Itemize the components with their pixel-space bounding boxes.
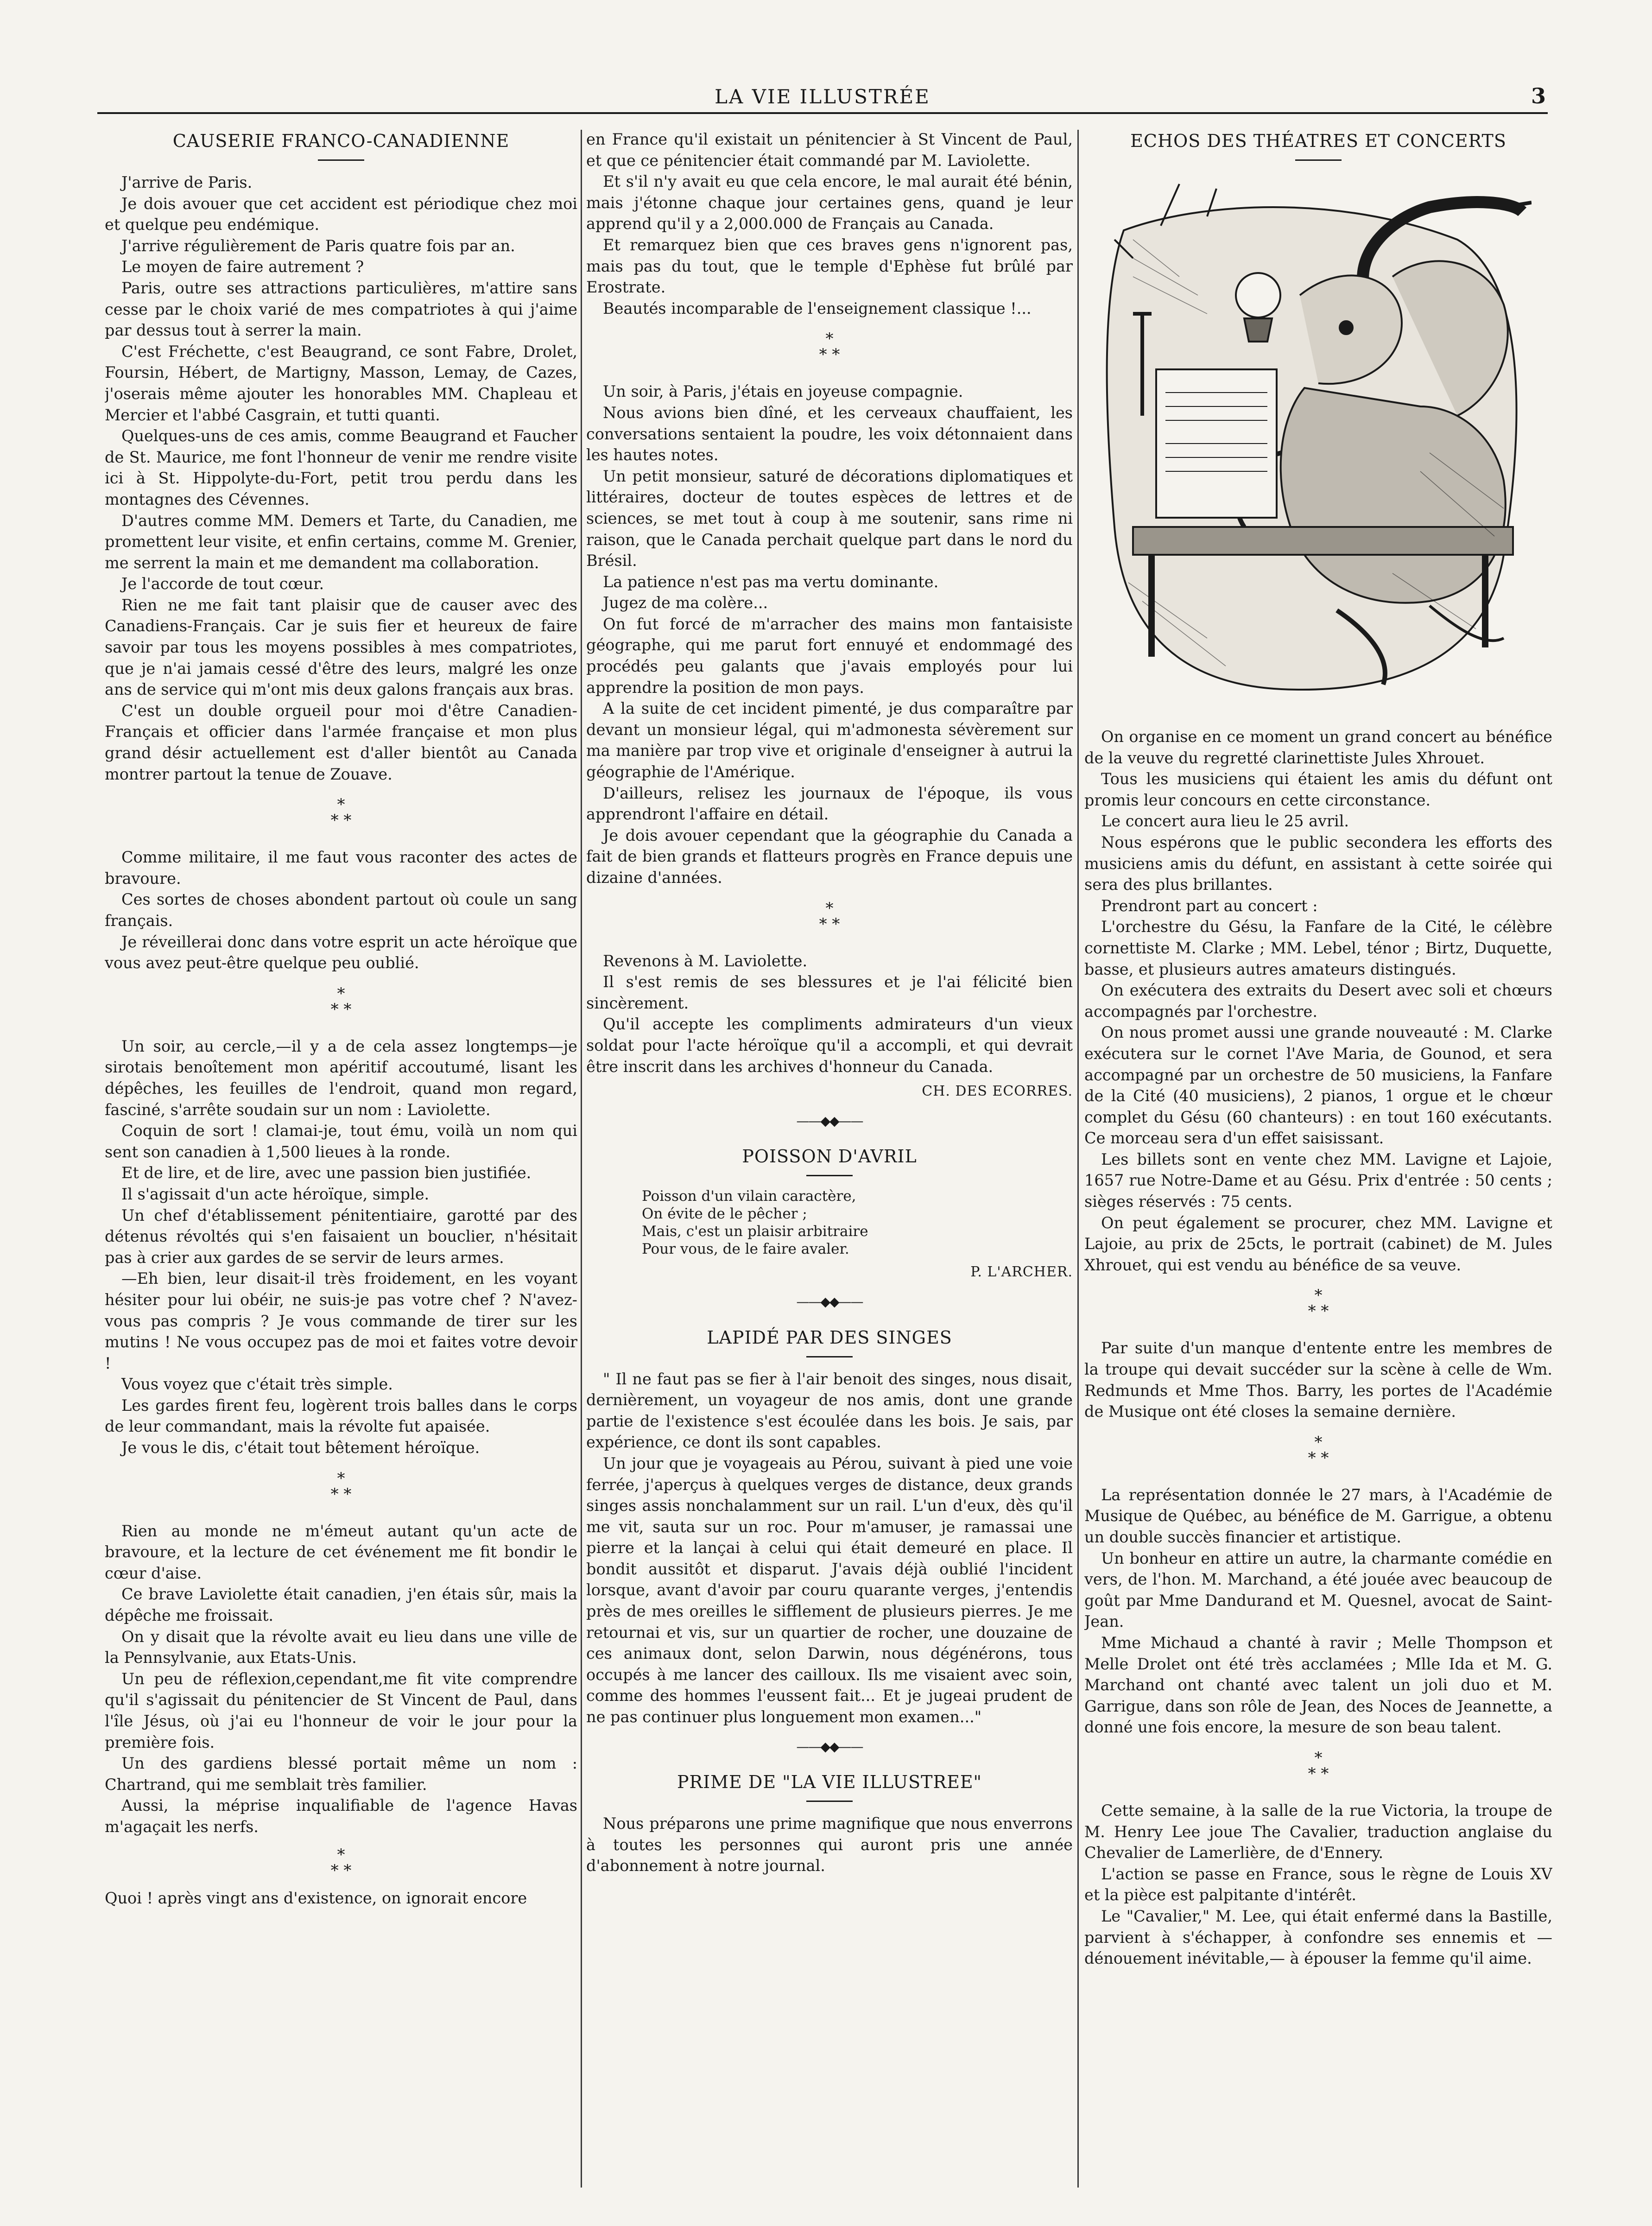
paragraph: Rien au monde ne m'émeut autant qu'un acte de bravoure, et la lecture de cet événement me fit bondir le cœur d'aise. — [105, 1522, 577, 1582]
causerie-continued-1 — [586, 129, 1073, 319]
paragraph: Un peu de réflexion,cependant,me fit vite comprendre qu'il s'agissait du pénitencier de St Vincent de Paul, dans l'île Jésus, où j'ai eu l'honneur de voir le jour pour la première fois. — [105, 1669, 577, 1751]
paragraph: Je réveillerai donc dans votre esprit un acte héroïque que vous avez peut-être quelque peu oublié. — [105, 932, 577, 972]
paragraph: Par suite d'un manque d'entente entre les membres de la troupe qui devait succéder sur la scène à celle de Wm. Redmunds et Mme Thos. Barry, les portes de l'Académie de Musique ont été closes la semaine dernière. — [1084, 1339, 1552, 1421]
poem-line: On évite de le pêcher ; — [642, 1205, 807, 1223]
asterism: * * * — [330, 984, 352, 1019]
paragraph: Un petit monsieur, saturé de décorations diplomatiques et littéraires, docteur de toutes espèces de lettres et de sciences, se met tout à coup à me soutenir, sans rime ni raison, que le Canada perchait quelque part dans le nord du Brésil. — [586, 467, 1073, 570]
paragraph: Beautés incomparable de l'enseignement classique !... — [603, 299, 1032, 317]
paragraph: L'orchestre du Gésu, la Fanfare de la Cité, le célèbre cornettiste M. Clarke ; MM. Lebel, ténor ; Birtz, Duquette, basse, et plusieurs autres amateurs distingués. — [1084, 918, 1552, 978]
paragraph: Et remarquez bien que ces braves gens n'ignorent pas, mais pas du tout, que le temple d'Ephèse fut brûlé par Erostrate. — [586, 235, 1073, 297]
causerie-body-1 — [105, 172, 577, 785]
paragraph: Et s'il n'y avait eu que cela encore, le mal aurait été bénin, mais j'étonne chaque jour certaines gens, quand je leur apprend qu'il y a 2,000.000 de Français au Canada. — [586, 172, 1073, 233]
paragraph: Nous espérons que le public secondera les efforts des musiciens amis du défunt, en assistant à cette soirée qui sera des plus brillantes. — [1084, 833, 1552, 894]
paragraph: Le concert aura lieu le 25 avril. — [1101, 812, 1349, 831]
causerie-body-2 — [105, 847, 577, 974]
column-divider — [1077, 130, 1079, 2188]
causerie-title: CAUSERIE FRANCO-CANADIENNE — [172, 131, 510, 151]
title-rule — [806, 1356, 853, 1357]
paragraph: Un bonheur en attire un autre, la charmante comédie en vers, de l'hon. M. Marchand, a été jouée avec beaucoup de goût par Mme Dandurand et M. Quesnel, avocat de Saint-Jean. — [1084, 1549, 1552, 1631]
signature: CH. DES ECORRES. — [922, 1083, 1073, 1100]
causerie-body-4 — [105, 1521, 577, 1838]
poisson-title: POISSON D'AVRIL — [742, 1146, 917, 1167]
column-divider — [581, 130, 582, 2188]
poem — [642, 1187, 1073, 1258]
paragraph: Ces sortes de choses abondent partout où coule un sang français. — [105, 890, 577, 930]
echos-body-2 — [1084, 1338, 1552, 1422]
lapide-title: LAPIDÉ PAR DES SINGES — [707, 1327, 952, 1348]
paragraph: Un soir, à Paris, j'étais en joyeuse compagnie. — [603, 382, 963, 401]
asterism: * * * — [330, 1469, 352, 1503]
paragraph: J'arrive de Paris. — [121, 173, 253, 191]
page-number: 3 — [1531, 83, 1546, 108]
paragraph: D'ailleurs, relisez les journaux de l'époque, ils vous apprendront l'affaire en détail. — [586, 784, 1073, 824]
echos-title: ECHOS DES THÉATRES ET CONCERTS — [1130, 131, 1506, 151]
poem-line: Pour vous, de le faire avaler. — [642, 1241, 849, 1258]
asterism: * * * — [1308, 1433, 1329, 1467]
paragraph: La représentation donnée le 27 mars, à l'Académie de Musique de Québec, au bénéfice de M. Garrigue, a obtenu un double succès financier et artistique. — [1084, 1485, 1552, 1546]
paragraph: Ce brave Laviolette était canadien, j'en étais sûr, mais la dépêche me froissait. — [105, 1585, 577, 1625]
paragraph: Cette semaine, à la salle de la rue Victoria, la troupe de M. Henry Lee joue The Cavalier, traduction anglaise du Chevalier de Lamerlière, de d'Ennery. — [1084, 1801, 1552, 1862]
asterism: * * * — [819, 330, 840, 364]
paragraph: Et de lire, et de lire, avec une passion bien justifiée. — [121, 1164, 532, 1182]
paragraph: Quoi ! après vingt ans d'existence, on ignorait encore — [105, 1889, 527, 1907]
signature: P. L'ARCHER. — [970, 1264, 1073, 1281]
causerie-body-3 — [105, 1036, 577, 1459]
echos-body-4 — [1084, 1800, 1552, 1969]
asterism: * * * — [330, 1845, 352, 1880]
paragraph: On y disait que la révolte avait eu lieu dans une ville de la Pennsylvanie, aux Etats-Unis. — [105, 1627, 577, 1667]
separator-fleuron: ——◆◆—— — [796, 1738, 863, 1754]
paragraph: On organise en ce moment un grand concert au bénéfice de la veuve du regretté clarinettiste Jules Xhrouet. — [1084, 728, 1552, 767]
paragraph: Vous voyez que c'était très simple. — [121, 1375, 393, 1394]
paragraph: Comme militaire, il me faut vous raconter des actes de bravoure. — [105, 848, 577, 888]
separator-fleuron: ——◆◆—— — [796, 1113, 863, 1129]
causerie-continued-2 — [586, 381, 1073, 888]
title-rule — [806, 1801, 853, 1802]
paragraph: Qu'il accepte les compliments admirateurs d'un vieux soldat pour l'acte héroïque qu'il a accompli, et qui devrait être inscrit dans les archives d'honneur du Canada. — [586, 1015, 1073, 1076]
paragraph: J'arrive régulièrement de Paris quatre fois par an. — [121, 236, 515, 255]
paragraph: Je dois avouer que cet accident est périodique chez moi et quelque peu endémique. — [105, 194, 577, 234]
paragraph: Je l'accorde de tout cœur. — [121, 575, 324, 593]
paragraph: Les billets sont en vente chez MM. Lavigne et Lajoie, 1657 rue Notre-Dame et au Gésu. Prix d'entrée : 50 cents ; sièges réservés : 75 cents. — [1084, 1150, 1552, 1211]
paragraph: Mme Michaud a chanté à ravir ; Melle Thompson et Melle Drolet ont été très acclamées ; Mlle Ida et M. G. Marchand ont chanté avec talent un joli duo et M. Garrigue, dans son rôle de Jean, des Noces de Jeannette, a donné une fois encore, la mesure de son beau talent. — [1084, 1633, 1552, 1737]
paragraph: Le "Cavalier," M. Lee, qui était enfermé dans la Bastille, parvient à s'échapper, à confondre ses ennemis et —dénouement inévitable,— à épouser la femme qu'il aime. — [1084, 1907, 1552, 1968]
paragraph: " Il ne faut pas se fier à l'air benoit des singes, nous disait, dernièrement, un voyageur de nos amis, dont une grande partie de l'existence s'est écoulée dans les bois. Je sais, par expérience, ce dont ils sont capables. — [586, 1370, 1073, 1452]
paragraph: Quelques-uns de ces amis, comme Beaugrand et Faucher de St. Maurice, me font l'honneur de venir me rendre visite ici à St. Hippolyte-du-Fort, petit trou perdu dans les montagnes des Cévennes. — [105, 427, 577, 508]
paragraph: Coquin de sort ! clamai-je, tout ému, voilà un nom qui sent son canadien à 1,500 lieues à la ronde. — [105, 1122, 577, 1161]
paragraph: —Eh bien, leur disait-il très froidement, en les voyant hésiter pour lui obéir, ne suis-je pas votre chef ? N'avez-vous pas compris ? Je vous commande de tirer sur les mutins ! Ne vous occupez pas de moi et faites votre devoir ! — [105, 1269, 577, 1372]
separator-fleuron: ——◆◆—— — [796, 1294, 863, 1309]
paragraph: Un soir, au cercle,—il y a de cela assez longtemps—je sirotais benoîtement mon apéritif accoutumé, lisant les dépêches, les feuilles de l'endroit, quand mon regard, fasciné, s'arrête soudain sur un nom : Laviolette. — [105, 1037, 577, 1119]
paragraph: Jugez de ma colère... — [603, 594, 768, 612]
asterism: * * * — [1308, 1286, 1329, 1321]
paragraph: Tous les musiciens qui étaient les amis du défunt ont promis leur concours en cette circonstance. — [1084, 770, 1552, 809]
paragraph: La patience n'est pas ma vertu dominante. — [603, 572, 939, 591]
paragraph: D'autres comme MM. Demers et Tarte, du Canadien, me promettent leur visite, et enfin certains, comme M. Grenier, me serrent la main et me demandent ma collaboration. — [105, 511, 577, 572]
echos-body-1 — [1084, 726, 1552, 1275]
paragraph: en France qu'il existait un pénitencier à St Vincent de Paul, et que ce pénitencier était commandé par M. Laviolette. — [586, 130, 1073, 170]
paragraph: Rien ne me fait tant plaisir que de causer avec des Canadiens-Français. Car je suis fier et heureux de faire savoir par tous les moyens possibles à mes compatriotes, que je n'ai jamais cessé d'être des leurs, malgré les onze ans de service qui m'ont mis deux galons français aux bras. — [105, 596, 577, 699]
column-2 — [586, 129, 1073, 2187]
asterism: * * * — [819, 899, 840, 933]
paragraph: L'action se passe en France, sous le règne de Louis XV et la pièce est palpitante d'intérêt. — [1084, 1865, 1552, 1904]
title-rule — [1295, 159, 1342, 161]
paragraph: Prendront part au concert : — [1101, 896, 1318, 915]
prime-title: PRIME DE "LA VIE ILLUSTREE" — [677, 1772, 982, 1793]
page-header — [97, 80, 1548, 114]
paragraph: Aussi, la méprise inqualifiable de l'agence Havas m'agaçait les nerfs. — [105, 1796, 577, 1836]
paragraph: On peut également se procurer, chez MM. Lavigne et Lajoie, au prix de 25cts, le portrait (cabinet) de M. Jules Xhrouet, qui est vendu au bénéfice de sa veuve. — [1084, 1213, 1552, 1274]
echos-body-3 — [1084, 1484, 1552, 1738]
elephant-cartoon-illustration — [1105, 175, 1532, 708]
causerie-continued-3 — [586, 951, 1073, 1078]
paragraph: Il s'est remis de ses blessures et je l'ai félicité bien sincèrement. — [586, 973, 1073, 1012]
asterism: * * * — [1308, 1748, 1329, 1783]
column-3 — [1084, 129, 1552, 2187]
paragraph: Paris, outre ses attractions particulières, m'attire sans cesse par le choix varié de mes compatriotes à qui j'aime par dessus tout à serrer la main. — [105, 279, 577, 340]
paragraph: Nous préparons une prime magnifique que nous enverrons à toutes les personnes qui auront pris une année d'abonnement à notre journal. — [586, 1814, 1073, 1875]
paragraph: Je vous le dis, c'était tout bêtement héroïque. — [121, 1439, 480, 1457]
poem-line: Poisson d'un vilain caractère, — [642, 1188, 856, 1205]
paragraph: Un chef d'établissement pénitentiaire, garotté par des détenus révoltés qui s'en faisaient un bouclier, n'hésitait pas à crier aux gardes de se servir de leurs armes. — [105, 1206, 577, 1267]
paragraph: Nous avions bien dîné, et les cerveaux chauffaient, les conversations sentaient la poudre, les voix détonnaient dans les hautes notes. — [586, 403, 1073, 464]
newspaper-title: LA VIE ILLUSTRÉE — [715, 85, 930, 108]
paragraph: Le moyen de faire autrement ? — [121, 258, 364, 276]
paragraph: A la suite de cet incident pimenté, je dus comparaître par devant un monsieur légal, qui m'admonesta sévèrement sur ma manière par trop vive et originale d'enseigner à autrui la géographie de l'Amérique. — [586, 699, 1073, 781]
paragraph: Un jour que je voyageais au Pérou, suivant à pied une voie ferrée, j'aperçus à quelques verges de distance, deux grands singes assis nonchalamment sur un rail. L'un d'eux, dès qu'il me vit, sauta sur un roc. Pour m'amuser, je ramassai une pierre et la lançai à celui qui était demeuré en place. Il bondit aussitôt et disparut. J'avais déjà oublié l'incident lorsque, avant d'avoir par couru quarante verges, j'entendis près de mes oreilles le sifflement de plusieurs pierres. Je me retournai et vis, sur un quartier de rocher, une douzaine de ces animaux dont, selon Darwin, nous dégénérons, tous occupés à me lancer des cailloux. Ils me visaient avec soin, comme des hommes l'eussent fait... Et je jugeai prudent de ne pas continuer plus longuement mon examen..." — [586, 1454, 1073, 1726]
asterism: * * * — [330, 795, 352, 830]
paragraph: Je dois avouer cependant que la géographie du Canada a fait de bien grands et flatteurs progrès en France depuis une dizaine d'années. — [586, 826, 1073, 887]
paragraph: C'est Fréchette, c'est Beaugrand, ce sont Fabre, Drolet, Foursin, Hébert, de Martigny, Masson, Lemay, de Cazes, j'oserais même ajouter les honorables MM. Chapleau et Mercier et l'abbé Casgrain, et tutti quanti. — [105, 342, 577, 424]
paragraph: On nous promet aussi une grande nouveauté : M. Clarke exécutera sur le cornet l'Ave Maria, de Gounod, et sera accompagné par un orchestre de 50 musiciens, la Fanfare de la Cité (40 musiciens), 2 pianos, 1 orgue et le chœur complet du Gésu (60 chanteurs) : en tout 160 exécutants. Ce morceau sera d'un effet saisissant. — [1084, 1023, 1552, 1148]
paragraph: C'est un double orgueil pour moi d'être Canadien-Français et officier dans l'armée française et mon plus grand désir actuellement est d'aller bientôt au Canada montrer partout la tenue de Zouave. — [105, 701, 577, 783]
paragraph: Il s'agissait d'un acte héroïque, simple. — [121, 1185, 430, 1203]
paragraph: Les gardes firent feu, logèrent trois balles dans le corps de leur commandant, mais la révolte fut apaisée. — [105, 1396, 577, 1436]
title-rule — [318, 159, 364, 161]
paragraph: On exécutera des extraits du Desert avec soli et chœurs accompagnés par l'orchestre. — [1084, 981, 1552, 1021]
column-1 — [105, 129, 577, 2187]
paragraph: Un des gardiens blessé portait même un nom : Chartrand, qui me semblait très familier. — [105, 1754, 577, 1794]
title-rule — [806, 1175, 853, 1176]
paragraph: On fut forcé de m'arracher des mains mon fantaisiste géographe, qui me parut fort ennuyé et endommagé des procédés peu galants que j'avais employés pour lui apprendre la position de mon pays. — [586, 615, 1073, 697]
paragraph: Revenons à M. Laviolette. — [603, 951, 808, 970]
poem-line: Mais, c'est un plaisir arbitraire — [642, 1223, 868, 1240]
